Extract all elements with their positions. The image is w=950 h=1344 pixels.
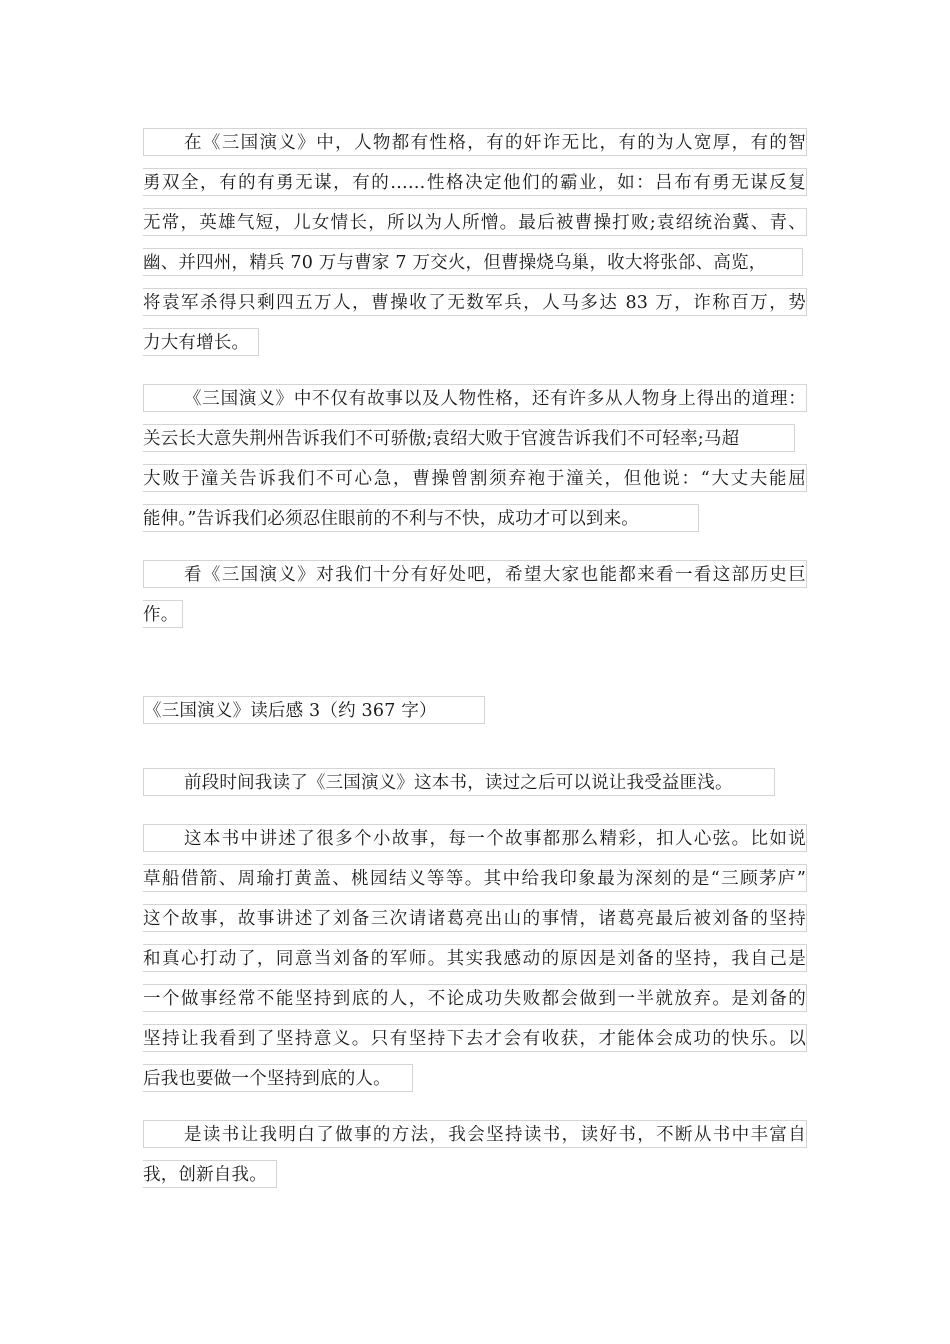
paragraph-1-line-2: 勇双全，有的有勇无谋，有的……性格决定他们的霸业，如：吕布有勇无谋反复 [143,168,807,196]
paragraph-1-line-6: 力大有增长。 [143,328,259,356]
paragraph-5-line-1: 这本书中讲述了很多个小故事，每一个故事都那么精彩，扣人心弦。比如说 [143,824,807,852]
paragraph-5-line-3: 这个故事，故事讲述了刘备三次请诸葛亮出山的事情，诸葛亮最后被刘备的坚持 [143,904,807,932]
paragraph-2-line-4: 能伸。”告诉我们必须忍住眼前的不利与不快，成功才可以到来。 [143,504,699,532]
paragraph-5-line-2: 草船借箭、周瑜打黄盖、桃园结义等等。其中给我印象最为深刻的是“三顾茅庐” [143,864,807,892]
paragraph-1-line-4: 幽、并四州，精兵 70 万与曹家 7 万交火，但曹操烧乌巢，收大将张郃、高览， [143,248,803,276]
paragraph-2-line-2: 关云长大意失荆州告诉我们不可骄傲;袁绍大败于官渡告诉我们不可轻率;马超 [143,424,795,452]
paragraph-2-line-1: 《三国演义》中不仅有故事以及人物性格，还有许多从人物身上得出的道理： [143,384,807,412]
paragraph-3-line-2: 作。 [143,600,183,628]
paragraph-1-line-5: 将袁军杀得只剩四五万人，曹操收了无数军兵，人马多达 83 万，诈称百万，势 [143,288,807,316]
paragraph-6-line-2: 我，创新自我。 [143,1160,277,1188]
paragraph-2-line-3: 大败于潼关告诉我们不可心急，曹操曾割须弃袍于潼关，但他说：“大丈夫能屈 [143,464,807,492]
paragraph-1-line-3: 无常，英雄气短，儿女情长，所以为人所憎。最后被曹操打败;袁绍统治冀、青、 [143,208,807,236]
paragraph-3-line-1: 看《三国演义》对我们十分有好处吧，希望大家也能都来看一看这部历史巨 [143,560,807,588]
paragraph-1-line-1: 在《三国演义》中，人物都有性格，有的奸诈无比，有的为人宽厚，有的智 [143,128,807,156]
paragraph-5-line-4: 和真心打动了，同意当刘备的军师。其实我感动的原因是刘备的坚持，我自己是 [143,944,807,972]
paragraph-5-line-5: 一个做事经常不能坚持到底的人，不论成功失败都会做到一半就放弃。是刘备的 [143,984,807,1012]
paragraph-5-line-6: 坚持让我看到了坚持意义。只有坚持下去才会有收获，才能体会成功的快乐。以 [143,1024,807,1052]
paragraph-6-line-1: 是读书让我明白了做事的方法，我会坚持读书，读好书，不断从书中丰富自 [143,1120,807,1148]
paragraph-4-line-1: 前段时间我读了《三国演义》这本书，读过之后可以说让我受益匪浅。 [143,768,775,796]
section-heading: 《三国演义》读后感 3（约 367 字） [143,696,485,724]
paragraph-5-line-7: 后我也要做一个坚持到底的人。 [143,1064,413,1092]
